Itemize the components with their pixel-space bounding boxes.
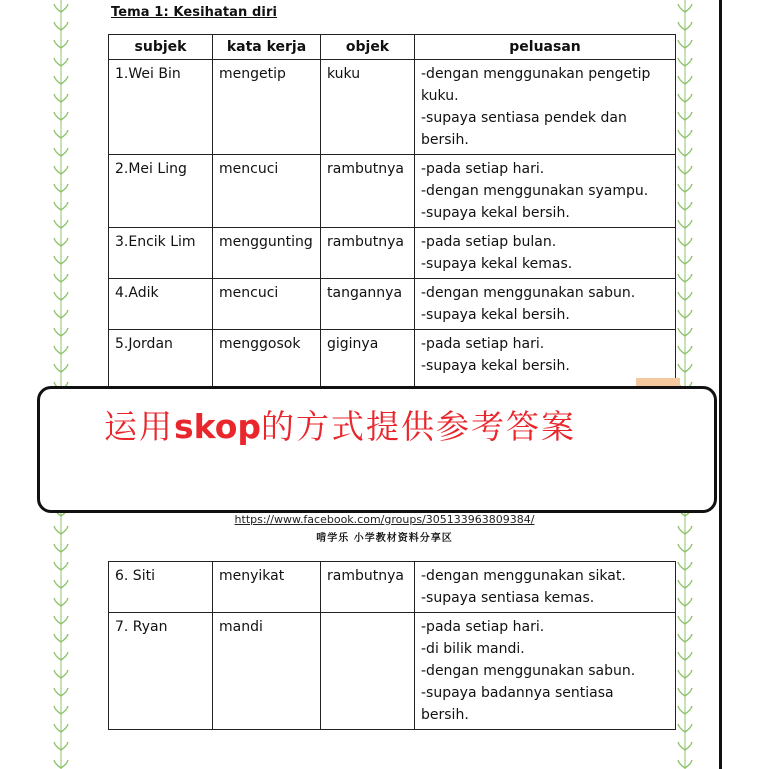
vine-leaf [61, 76, 68, 84]
left-vine-border [52, 0, 70, 769]
vine-leaf [54, 292, 61, 300]
cell-kata-kerja: menggunting [213, 228, 321, 279]
vine-leaf [54, 616, 61, 624]
banner-suffix: 的方式提供参考答案 [261, 407, 576, 446]
vine-leaf [61, 310, 68, 318]
vine-leaf [54, 688, 61, 696]
peluasan-line: -dengan menggunakan sabun. [421, 663, 636, 679]
vine-leaf [678, 220, 685, 228]
cell-subjek: 2.Mei Ling [109, 155, 213, 228]
vine-leaf [678, 94, 685, 102]
vine-leaf [61, 328, 68, 336]
peluasan-line: bersih. [421, 132, 469, 148]
worksheet-heading: Tema 1: Kesihatan diri [111, 5, 278, 20]
vine-leaf [61, 166, 68, 174]
vine-leaf [678, 652, 685, 660]
table-row [109, 613, 676, 730]
vine-leaf [678, 562, 685, 570]
vine-leaf [678, 202, 685, 210]
vine-leaf [61, 148, 68, 156]
vine-leaf [54, 346, 61, 354]
vine-leaf [678, 346, 685, 354]
vine-leaf [61, 364, 68, 372]
vine-leaf [685, 328, 692, 336]
table-row [109, 60, 676, 155]
vine-leaf [54, 22, 61, 30]
vine-leaf [61, 202, 68, 210]
vine-leaf [685, 346, 692, 354]
vine-leaf [685, 652, 692, 660]
cell-subjek: 3.Encik Lim [109, 228, 213, 279]
cell-peluasan [415, 562, 676, 613]
vine-leaf [678, 634, 685, 642]
vine-leaf [685, 202, 692, 210]
vine-leaf [685, 220, 692, 228]
vine-leaf [61, 598, 68, 606]
vine-leaf [61, 130, 68, 138]
vine-leaf [678, 742, 685, 750]
vine-leaf [61, 112, 68, 120]
vine-leaf [678, 688, 685, 696]
cell-peluasan [415, 279, 676, 330]
vine-leaf [54, 652, 61, 660]
facebook-group-link[interactable]: https://www.facebook.com/groups/305133963809384/ [234, 513, 535, 526]
vine-leaf [54, 148, 61, 156]
cell-objek: rambutnya [321, 562, 415, 613]
vine-leaf [54, 634, 61, 642]
vine-leaf [54, 742, 61, 750]
vine-leaf [685, 40, 692, 48]
vine-leaf [685, 364, 692, 372]
vine-leaf [61, 238, 68, 246]
vine-leaf [61, 22, 68, 30]
vine-leaf [685, 130, 692, 138]
vine-leaf [685, 148, 692, 156]
table-row [109, 228, 676, 279]
vine-leaf [685, 238, 692, 246]
vine-leaf [61, 724, 68, 732]
vine-leaf [54, 760, 61, 768]
vine-leaf [678, 670, 685, 678]
vine-leaf [685, 706, 692, 714]
vine-leaf [61, 40, 68, 48]
table-header-row [109, 35, 676, 60]
vine-leaf [685, 292, 692, 300]
cell-subjek: 7. Ryan [109, 613, 213, 730]
vine-leaf [61, 292, 68, 300]
cell-peluasan [415, 60, 676, 155]
vine-leaf [54, 184, 61, 192]
vine-leaf [685, 58, 692, 66]
vine-leaf [61, 94, 68, 102]
vine-leaf [678, 328, 685, 336]
vine-leaf [54, 202, 61, 210]
header-subjek: subjek [109, 35, 213, 60]
banner-bold-word: skop [174, 407, 261, 446]
vine-leaf [685, 724, 692, 732]
sentence-table-top [108, 34, 676, 398]
vine-leaf [54, 112, 61, 120]
vine-leaf [678, 274, 685, 282]
vine-leaf [61, 652, 68, 660]
cell-kata-kerja: mandi [213, 613, 321, 730]
vine-leaf [61, 544, 68, 552]
peluasan-line: -supaya kekal bersih. [421, 205, 570, 221]
sentence-table-bottom [108, 561, 676, 730]
vine-leaf [54, 274, 61, 282]
peluasan-line: -pada setiap hari. [421, 336, 545, 352]
peluasan-line: -di bilik mandi. [421, 641, 525, 657]
vine-leaf [678, 760, 685, 768]
vine-leaf [685, 112, 692, 120]
vine-leaf [678, 112, 685, 120]
peluasan-line: -dengan menggunakan sabun. [421, 285, 636, 301]
page-edge-line [719, 0, 722, 769]
table-row [109, 155, 676, 228]
peluasan-line: -supaya sentiasa pendek dan [421, 110, 627, 126]
cell-objek: tangannya [321, 279, 415, 330]
vine-leaf [678, 22, 685, 30]
peluasan-line: kuku. [421, 88, 459, 104]
vine-leaf [678, 706, 685, 714]
peluasan-line: -supaya badannya sentiasa [421, 685, 614, 701]
vine-leaf [54, 670, 61, 678]
peluasan-line: -pada setiap hari. [421, 619, 545, 635]
vine-leaf [685, 22, 692, 30]
vine-leaf [678, 364, 685, 372]
answer-banner [37, 386, 717, 513]
vine-leaf [678, 166, 685, 174]
source-caption: 啃学乐 小学教材资料分享区 [316, 533, 453, 544]
vine-leaf [54, 598, 61, 606]
header-objek: objek [321, 35, 415, 60]
vine-leaf [678, 184, 685, 192]
vine-leaf [54, 76, 61, 84]
vine-leaf [685, 310, 692, 318]
vine-leaf [54, 724, 61, 732]
banner-text [104, 401, 576, 448]
vine-leaf [54, 310, 61, 318]
table-row [109, 562, 676, 613]
cell-subjek: 5.Jordan [109, 330, 213, 398]
vine-leaf [678, 310, 685, 318]
peluasan-line: bersih. [421, 707, 469, 723]
cell-subjek: 1.Wei Bin [109, 60, 213, 155]
vine-leaf [61, 742, 68, 750]
vine-leaf [54, 328, 61, 336]
header-kata-kerja: kata kerja [213, 35, 321, 60]
vine-leaf [678, 580, 685, 588]
banner-prefix: 运用 [104, 407, 174, 446]
vine-leaf [685, 562, 692, 570]
vine-leaf [678, 4, 685, 12]
vine-leaf [678, 598, 685, 606]
vine-leaf [685, 544, 692, 552]
cell-objek: rambutnya [321, 155, 415, 228]
vine-leaf [61, 4, 68, 12]
vine-leaf [685, 742, 692, 750]
vine-leaf [61, 634, 68, 642]
vine-leaf [54, 238, 61, 246]
vine-leaf [678, 238, 685, 246]
cell-objek [321, 613, 415, 730]
vine-leaf [685, 94, 692, 102]
table-row [109, 279, 676, 330]
vine-leaf [54, 58, 61, 66]
cell-subjek: 4.Adik [109, 279, 213, 330]
cell-subjek: 6. Siti [109, 562, 213, 613]
vine-leaf [678, 616, 685, 624]
vine-leaf [61, 346, 68, 354]
peluasan-line: -dengan menggunakan sikat. [421, 568, 626, 584]
peluasan-line: -supaya kekal bersih. [421, 307, 570, 323]
peluasan-line: -supaya kekal bersih. [421, 358, 570, 374]
vine-leaf [685, 598, 692, 606]
vine-leaf [61, 184, 68, 192]
vine-leaf [685, 616, 692, 624]
vine-leaf [54, 94, 61, 102]
cell-objek: giginya [321, 330, 415, 398]
cell-objek: rambutnya [321, 228, 415, 279]
vine-leaf [54, 130, 61, 138]
vine-leaf [685, 76, 692, 84]
cell-peluasan [415, 155, 676, 228]
vine-leaf [54, 40, 61, 48]
vine-leaf [61, 58, 68, 66]
vine-leaf [54, 166, 61, 174]
vine-leaf [61, 760, 68, 768]
vine-leaf [54, 544, 61, 552]
vine-leaf [61, 706, 68, 714]
cell-kata-kerja: menggosok [213, 330, 321, 398]
vine-leaf [685, 670, 692, 678]
vine-leaf [54, 562, 61, 570]
cell-peluasan [415, 228, 676, 279]
vine-leaf [678, 544, 685, 552]
vine-leaf [685, 256, 692, 264]
peluasan-line: -supaya sentiasa kemas. [421, 590, 595, 606]
header-peluasan: peluasan [415, 35, 676, 60]
vine-leaf [685, 184, 692, 192]
vine-leaf [54, 220, 61, 228]
cell-kata-kerja: menyikat [213, 562, 321, 613]
vine-leaf [54, 364, 61, 372]
vine-leaf [54, 580, 61, 588]
vine-leaf [685, 4, 692, 12]
vine-leaf [54, 256, 61, 264]
vine-leaf [61, 274, 68, 282]
vine-leaf [678, 724, 685, 732]
vine-leaf [678, 148, 685, 156]
cell-kata-kerja: mencuci [213, 279, 321, 330]
cell-peluasan [415, 613, 676, 730]
vine-leaf [678, 58, 685, 66]
cell-objek: kuku [321, 60, 415, 155]
vine-leaf [678, 76, 685, 84]
vine-leaf [678, 256, 685, 264]
vine-leaf [61, 220, 68, 228]
peluasan-line: -supaya kekal kemas. [421, 256, 573, 272]
vine-leaf [54, 706, 61, 714]
vine-leaf [61, 580, 68, 588]
cell-kata-kerja: mengetip [213, 60, 321, 155]
vine-leaf [685, 580, 692, 588]
vine-leaf [685, 166, 692, 174]
vine-leaf [678, 292, 685, 300]
vine-leaf [685, 274, 692, 282]
vine-leaf [678, 130, 685, 138]
vine-leaf [685, 760, 692, 768]
vine-leaf [54, 4, 61, 12]
vine-leaf [685, 634, 692, 642]
vine-leaf [685, 688, 692, 696]
peluasan-line: -pada setiap hari. [421, 161, 545, 177]
peluasan-line: -dengan menggunakan pengetip [421, 66, 651, 82]
peluasan-line: -dengan menggunakan syampu. [421, 183, 649, 199]
vine-leaf [61, 562, 68, 570]
vine-leaf [61, 670, 68, 678]
peluasan-line: -pada setiap bulan. [421, 234, 557, 250]
vine-leaf [678, 40, 685, 48]
cell-kata-kerja: mencuci [213, 155, 321, 228]
vine-leaf [61, 256, 68, 264]
vine-leaf [61, 616, 68, 624]
vine-leaf [61, 688, 68, 696]
